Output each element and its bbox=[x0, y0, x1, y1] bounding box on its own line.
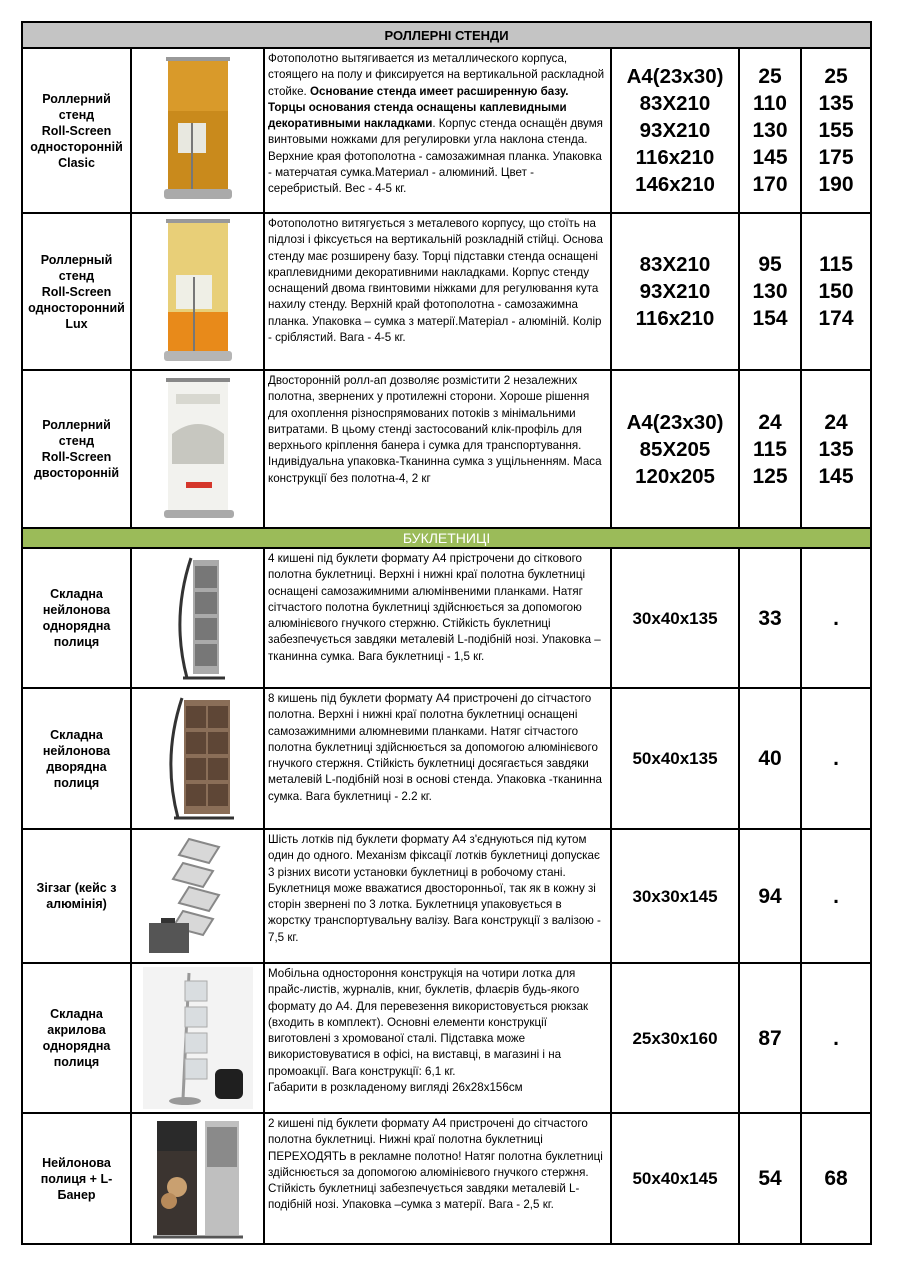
product-image bbox=[131, 829, 264, 963]
price-column-1: 40 bbox=[739, 688, 801, 829]
price-column-1: 25 110 130 145 170 bbox=[739, 48, 801, 213]
price-table bbox=[21, 21, 872, 1245]
product-name: Складна нейлонова дворядна полиця bbox=[22, 688, 131, 829]
price-column-2: . bbox=[801, 688, 871, 829]
product-name: Зігзаг (кейс з алюмінія) bbox=[22, 829, 131, 963]
product-description: Мобільна одностороння конструкція на чотири лотка для прайс-листів, журналів, книг, буклетів, флаєрів будь-якого формату до А4. Для перевезення використовується рюкзак (входить в комплект). Основні елементи конструкції виготовлені з хромованої сталі. Підставка може використовуватися в офісі, на виставці, в магазині і на промоакції. Вага конструкції: 6,1 кг. Габарити в розкладеному вигляді 26x28x156см bbox=[264, 963, 611, 1113]
double-row-booklet-stand-icon bbox=[148, 692, 248, 825]
section-title: БУКЛЕТНИЦІ bbox=[22, 528, 871, 548]
zigzag-booklet-stand-icon bbox=[143, 833, 253, 959]
price-column-1: 24 115 125 bbox=[739, 370, 801, 528]
product-name: Складна нейлонова однорядна полиця bbox=[22, 548, 131, 688]
product-image bbox=[131, 963, 264, 1113]
product-sizes: 50x40x135 bbox=[611, 688, 739, 829]
product-sizes: 30x30x145 bbox=[611, 829, 739, 963]
price-column-2: . bbox=[801, 963, 871, 1113]
price-column-2: . bbox=[801, 829, 871, 963]
product-name: Роллерний стенд Roll-Screen двосторонній bbox=[22, 370, 131, 528]
description-text: . Корпус стенда оснащён двумя винтовыми ножками для регулировки угла наклона стенда. Верхние края фотополотна - самозажимная планка. Упаковка - матерчатая сумка.Материал - алюминий. Цвет - серебристый. Вес - 4-5 кг. bbox=[268, 117, 603, 196]
product-description: Фотополотно витягується з металевого корпусу, що стоїть на підлозі і фіксується на вертикальній розкладній стійці. Основа стенду має розширену базу. Торці підставки стенда оснащені краплевидними декоративними накладками. Корпус стенду оснащений двома гвинтовими ніжками для регулювання кута нахилу стенду. Верхній край фотополотна - самозажимна планка. Упаковка – сумка з матерії.Матеріал - алюміній. Колір - сріблястий. Вага - 4-5 кг. bbox=[264, 213, 611, 370]
orange-roll-up-banner-icon bbox=[148, 53, 248, 208]
product-sizes: 83X210 93X210 116x210 bbox=[611, 213, 739, 370]
product-name: Складна акрилова однорядна полиця bbox=[22, 963, 131, 1113]
product-row bbox=[22, 1113, 871, 1244]
product-row bbox=[22, 963, 871, 1113]
product-image bbox=[131, 1113, 264, 1244]
product-sizes: 30x40x135 bbox=[611, 548, 739, 688]
price-column-1: 94 bbox=[739, 829, 801, 963]
product-description bbox=[264, 48, 611, 213]
product-name: Роллерный стенд Roll-Screen односторонний Lux bbox=[22, 213, 131, 370]
product-image bbox=[131, 688, 264, 829]
product-image bbox=[131, 370, 264, 528]
product-row bbox=[22, 829, 871, 963]
price-column-2: . bbox=[801, 548, 871, 688]
price-column-2: 24 135 145 bbox=[801, 370, 871, 528]
product-description: 8 кишень під буклети формату А4 пристрочені до сітчастого полотна. Верхні і нижні краї полотна буклетниці оснащені самозажимними алюмневими планками. Натяг сітчастого полотна буклетниці здійснюється за допомогою алюмінієвого гнучкого стержня. Стійкість буклетниці досягається завдяки металевій L-подібній нозі в основі стенда. Упаковка -тканинна сумка. Вага буклетниці - 2.2 кг. bbox=[264, 688, 611, 829]
product-row bbox=[22, 213, 871, 370]
product-row bbox=[22, 688, 871, 829]
section-title: РОЛЛЕРНІ СТЕНДИ bbox=[22, 22, 871, 48]
product-description: 2 кишені під буклети формату А4 пристрочені до сітчастого полотна буклетниці. Нижні краї полотна буклетниці ПЕРЕХОДЯТЬ в рекламне полотно! Натяг полотна буклетниці здійснюється за допомогою алюмінієвого гнучкого стержня. Стійкість буклетниці забезпечується завдяки металевій L-подібній нозі. Упаковка –сумка з матерії. Вага - 2,5 кг. bbox=[264, 1113, 611, 1244]
section-header-rollers bbox=[22, 22, 871, 48]
yellow-roll-up-banner-icon bbox=[148, 217, 248, 367]
price-column-1: 87 bbox=[739, 963, 801, 1113]
product-row bbox=[22, 370, 871, 528]
price-sheet bbox=[21, 21, 870, 1245]
product-image bbox=[131, 548, 264, 688]
product-sizes: 50x40x145 bbox=[611, 1113, 739, 1244]
price-column-2: 68 bbox=[801, 1113, 871, 1244]
price-column-1: 54 bbox=[739, 1113, 801, 1244]
product-sizes: A4(23x30) 85X205 120x205 bbox=[611, 370, 739, 528]
product-name: Роллерний стенд Roll-Screen односторонній Clasic bbox=[22, 48, 131, 213]
product-description: 4 кишені під буклети формату А4 прістрочени до сіткового полотна буклетниці. Верхні і нижні краї полотна буклетниці оснащені самозажимними алюмінвеними планками. Натяг сітчастого полотна буклетниці здійснюється за допомогою алюмінієвого гнучкого стержню. Стійкість буклетниці забезпечується завдяки металевій L-подібній нозі. Упаковка – тканинна сумка. Вага буклетниці - 1,5 кг. bbox=[264, 548, 611, 688]
description-text: Фотополотно вытягивается из металлического корпуса, стоящего на полу и фиксируется на вертикальной раскладной стойке. bbox=[268, 52, 605, 98]
product-row bbox=[22, 48, 871, 213]
single-row-booklet-stand-icon bbox=[153, 552, 243, 684]
product-sizes: A4(23x30) 83X210 93X210 116x210 146x210 bbox=[611, 48, 739, 213]
product-sizes: 25x30x160 bbox=[611, 963, 739, 1113]
product-row bbox=[22, 548, 871, 688]
product-name: Нейлонова полиця + L- Банер bbox=[22, 1113, 131, 1244]
product-image bbox=[131, 48, 264, 213]
product-description: Шість лотків під буклети формату А4 з'єднуються під кутом один до одного. Механізм фіксації лотків буклетниці допускає 3 різних висоти установки буклетниці в робочому стані. Буклетниця може вважатися двосторонньої, так як в кожну зі сторін звернені по 3 лотка. Буклетниця упаковується в жорстку транспортувальну валізу. Вага конструкції з валізою - 7,5 кг. bbox=[264, 829, 611, 963]
product-description: Двосторонній ролл-ап дозволяє розмістити 2 незалежних полотна, звернених у протилежні сторони. Хороше рішення для охоплення різноспрямованих потоків з мінімальними витратами. В цьому стенді застосований клік-профіль для верхнього кріплення банера і сумка для транспортування. Індивідуальна упаковка-Тканинна сумка з ущільненням. Маса конструкції без полотна-4, 2 кг bbox=[264, 370, 611, 528]
price-column-1: 95 130 154 bbox=[739, 213, 801, 370]
double-sided-roll-up-icon bbox=[148, 374, 248, 524]
description-bold-text: Основание стенда имеет расширенную базу. Торцы основания стенда оснащены каплевидными декоративными накладками bbox=[268, 84, 569, 131]
price-column-1: 33 bbox=[739, 548, 801, 688]
product-image bbox=[131, 213, 264, 370]
acrylic-booklet-stand-icon bbox=[143, 967, 253, 1109]
price-column-2: 25 135 155 175 190 bbox=[801, 48, 871, 213]
l-banner-booklet-shelf-icon bbox=[143, 1117, 253, 1241]
price-column-2: 115 150 174 bbox=[801, 213, 871, 370]
section-header-booklets bbox=[22, 528, 871, 548]
